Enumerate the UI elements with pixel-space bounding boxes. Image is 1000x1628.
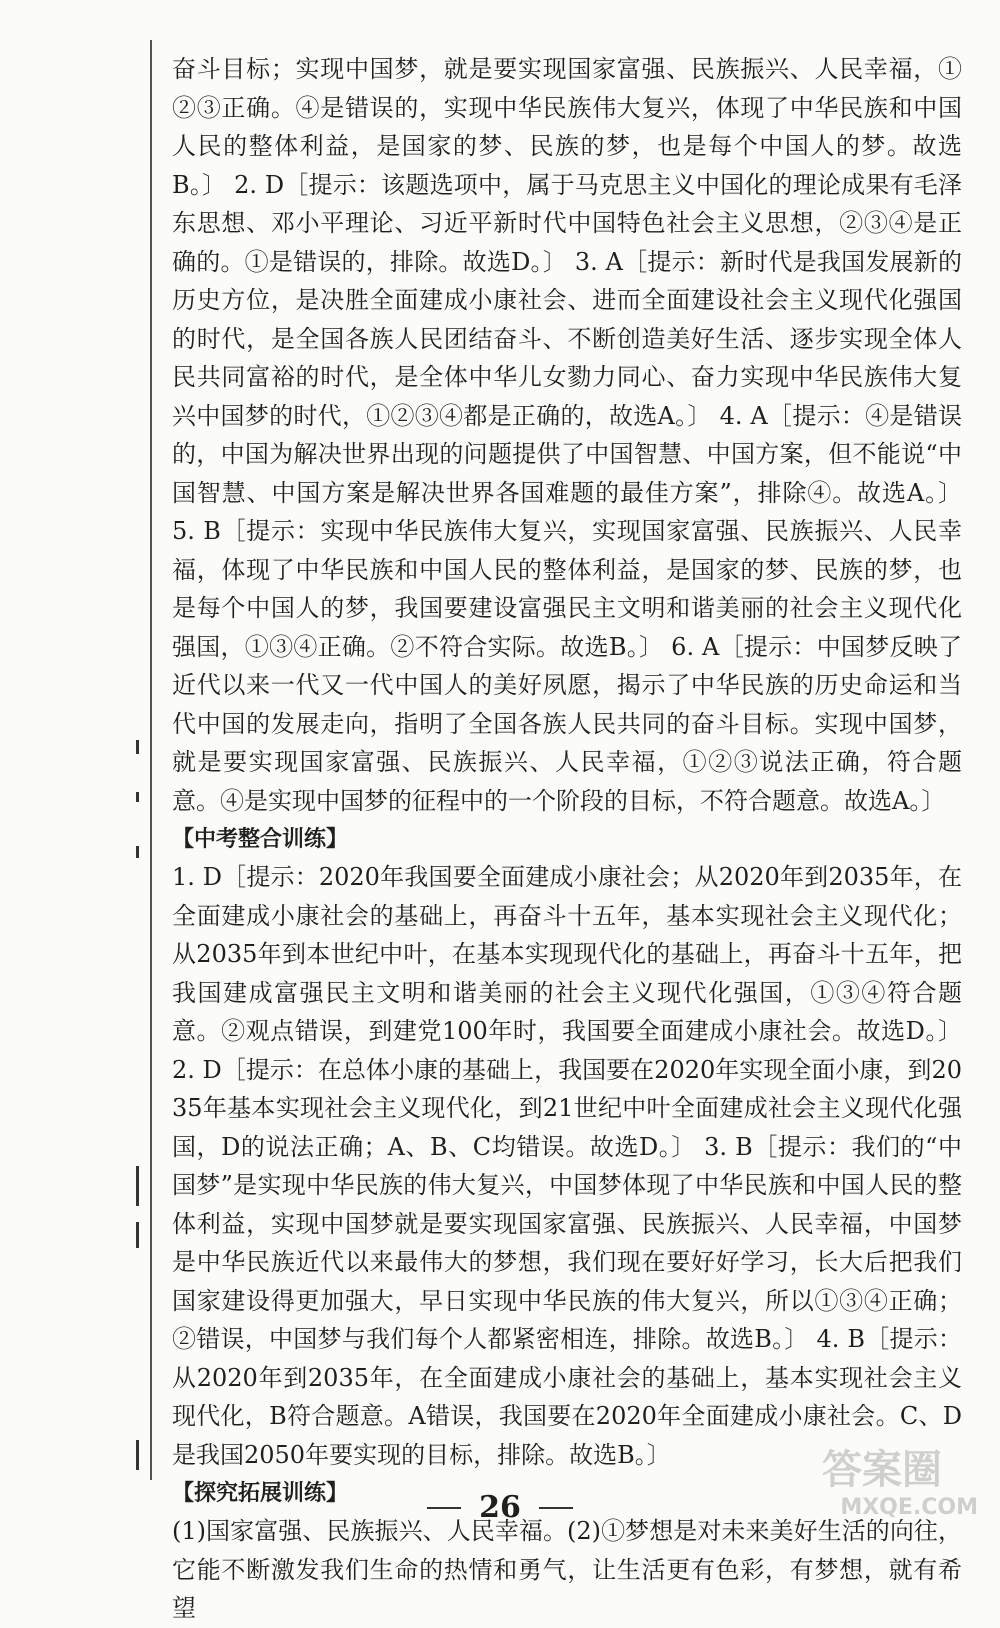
section-heading-exam-integration: 【中考整合训练】 <box>172 827 349 852</box>
footer-dash-right <box>539 1507 573 1509</box>
footer-dash-left <box>427 1507 461 1509</box>
watermark-logo-text: 答案圈 <box>822 1447 942 1493</box>
answer-paragraph-exploration: (1)国家富强、民族振兴、人民幸福。(2)①梦想是对未来美好生活的向往，它能不断激发我们生命的热情和勇气，让生活更有色彩，有梦想，就有希望 <box>172 1517 962 1622</box>
section-heading-exploration: 【探究拓展训练】 <box>172 1481 349 1506</box>
answer-paragraph-top: 奋斗目标；实现中国梦，就是要实现国家富强、民族振兴、人民幸福，①②③正确。④是错误的，实现中华民族伟大复兴，体现了中华民族和中国人民的整体利益，是国家的梦、民族的梦，也是每个中国人的梦。故选B。〕 2. D［提示：该题选项中，属于马克思主义中国化的理论成果有毛泽东思想、邓小平理论、习近平新时代中国特色社会主义思想，②③④是正确的。①是错误的，排除。故选D。〕 3. A［提示：新时代是我国发展新的历史方位，是决胜全面建成小康社会、进而全面建设社会主义现代化强国的时代，是全国各族人民团结奋斗、不断创造美好生活、逐步实现全体人民共同富裕的时代，是全体中华儿女勠力同心、奋力实现中华民族伟大复兴中国梦的时代，①②③④都是正确的，故选A。〕 4. A［提示：④是错误的，中国为解决世界出现的问题提供了中国智慧、中国方案，但不能说“中国智慧、中国方案是解决世界各国难题的最佳方案”，排除④。故选A。〕 5. B［提示：实现中华民族伟大复兴，实现国家富强、民族振兴、人民幸福，体现了中华民族和中国人民的整体利益，是国家的梦、民族的梦，也是每个中国人的梦，我国要建设富强民主文明和谐美丽的社会主义现代化强国，①③④正确。②不符合实际。故选B。〕 6. A［提示：中国梦反映了近代以来一代又一代中国人的美好夙愿，揭示了中华民族的历史命运和当代中国的发展走向，指明了全国各族人民共同的奋斗目标。实现中国梦，就是要实现国家富强、民族振兴、人民幸福，①②③说法正确，符合题意。④是实现中国梦的征程中的一个阶段的目标，不符合题意。故选A。〕 <box>172 55 962 815</box>
page-number: 26 <box>479 1490 521 1525</box>
answer-paragraph-exam-integration: 1. D［提示：2020年我国要全面建成小康社会；从2020年到2035年，在全面建成小康社会的基础上，再奋斗十五年，基本实现社会主义现代化；从2035年到本世纪中叶，在基本实现现代化的基础上，再奋斗十五年，把我国建成富强民主文明和谐美丽的社会主义现代化强国，①③④符合题意。②观点错误，到建党100年时，我国要全面建成小康社会。故选D。〕 2. D［提示：在总体小康的基础上，我国要在2020年实现全面小康，到2035年基本实现社会主义现代化，到21世纪中叶全面建成社会主义现代化强国，D的说法正确；A、B、C均错误。故选D。〕 3. B［提示：我们的“中国梦”是实现中华民族的伟大复兴，中国梦体现了中华民族和中国人民的整体利益，实现中国梦就是要实现国家富强、民族振兴、人民幸福，中国梦是中华民族近代以来最伟大的梦想，我们现在要好好学习，长大后把我们国家建设得更加强大，早日实现中华民族的伟大复兴，所以①③④正确；②错误，中国梦与我们每个人都紧密相连，排除。故选B。〕 4. B［提示：从2020年到2035年，在全面建成小康社会的基础上，基本实现社会主义现代化，B符合题意。A错误，我国要在2020年全面建成小康社会。C、D是我国2050年要实现的目标，排除。故选B。〕 <box>172 863 962 1469</box>
watermark-logo <box>812 1432 982 1522</box>
watermark-url: MXQE.COM <box>840 1495 978 1520</box>
answer-content <box>172 50 962 1628</box>
margin-line <box>150 40 152 1480</box>
